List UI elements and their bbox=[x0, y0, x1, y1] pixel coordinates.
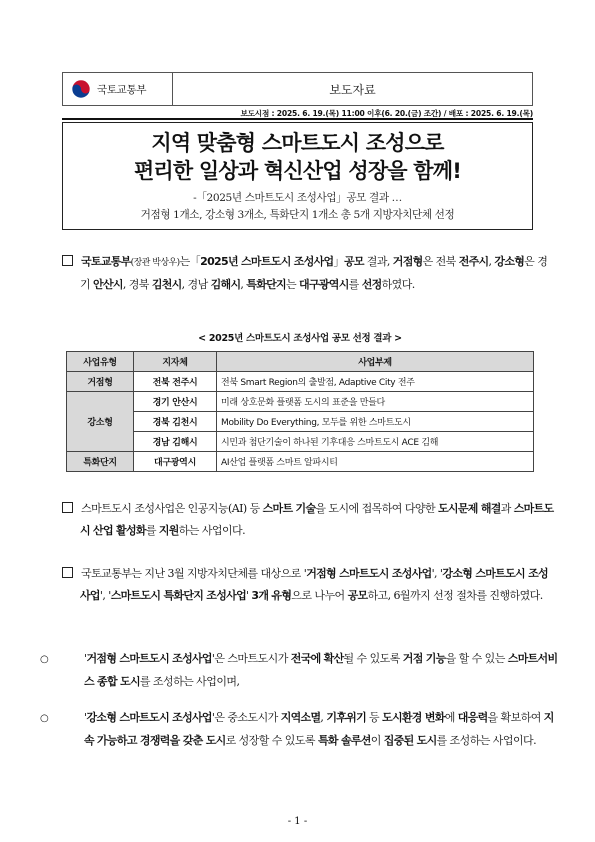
project-type-cell: 강소형 bbox=[67, 392, 134, 452]
table-caption: < 2025년 스마트도시 조성사업 공모 선정 결과 > bbox=[198, 333, 402, 344]
table-row bbox=[67, 452, 534, 472]
square-bullet-icon bbox=[62, 502, 73, 513]
table-header-row bbox=[67, 352, 534, 372]
project-title-cell: 전북 Smart Region의 출발점, Adaptive City 전주 bbox=[217, 372, 534, 392]
table-row bbox=[67, 392, 534, 412]
square-bullet-icon bbox=[62, 567, 73, 578]
paragraph-project-overview: 스마트도시 조성사업은 인공지능(AI) 등 스마트 기술을 도시에 접목하여 다양한 도시문제 해결과 스마트도시 산업 활성화를 지원하는 사업이다. bbox=[62, 498, 556, 542]
circle-bullet-icon: ○ bbox=[40, 654, 49, 665]
press-release-label: 보도자료 bbox=[329, 82, 376, 97]
paragraph-small-strong-type: ○ '강소형 스마트도시 조성사업'은 중소도시가 지역소멸, 기후위기 등 도시환경 변화에 대응력을 확보하여 지속 가능하고 경쟁력을 갖춘 도시로 성장할 수 있도록 특화 솔루션이 집중된 도시를 조성하는 사업이다. bbox=[62, 707, 560, 752]
subheadline-line-2: 거점형 1개소, 강소형 3개소, 특화단지 1개소 총 5개 지방자치단체 선정 bbox=[140, 209, 455, 221]
table-row bbox=[67, 372, 534, 392]
region-cell: 경기 안산시 bbox=[134, 392, 217, 412]
region-cell: 경남 김해시 bbox=[134, 432, 217, 452]
project-title-cell: Mobility Do Everything, 모두를 위한 스마트도시 bbox=[217, 412, 534, 432]
region-cell: 전북 전주시 bbox=[134, 372, 217, 392]
project-title-cell: AI산업 플랫폼 스마트 알파시티 bbox=[217, 452, 534, 472]
square-bullet-icon bbox=[62, 255, 73, 266]
region-cell: 대구광역시 bbox=[134, 452, 217, 472]
project-title-cell: 미래 상호문화 플랫폼 도시의 표준을 만들다 bbox=[217, 392, 534, 412]
table-header-cell: 지자체 bbox=[134, 352, 217, 372]
table-header-cell: 사업부제 bbox=[217, 352, 534, 372]
press-header bbox=[62, 72, 533, 106]
headline-box bbox=[62, 122, 533, 230]
paragraph-contest-process: 국토교통부는 지난 3월 지방자치단체를 대상으로 '거점형 스마트도시 조성사업', '강소형 스마트도시 조성사업', '스마트도시 특화단지 조성사업' 3개 유형으로 나누어 공모하고, 6월까지 선정 절차를 진행하였다. bbox=[62, 563, 556, 607]
ministry-name: 국토교통부 bbox=[97, 83, 147, 96]
project-type-cell: 특화단지 bbox=[67, 452, 134, 472]
embargo-notice: 보도시점 : 2025. 6. 19.(목) 11:00 이후(6. 20.(금) 조간) / 배포 : 2025. 6. 19.(목) bbox=[240, 109, 533, 118]
page-number: - 1 - bbox=[287, 816, 308, 827]
selection-result-table bbox=[66, 351, 534, 472]
divider bbox=[62, 118, 533, 120]
project-title-cell: 시민과 첨단기술이 하나된 기후대응 스마트도시 ACE 김해 bbox=[217, 432, 534, 452]
paragraph-selection-result: 국토교통부(장관 박상우)는「2025년 스마트도시 조성사업」공모 결과, 거점형은 전북 전주시, 강소형은 경기 안산시, 경북 김천시, 경남 김해시, 특화단지는 대구광역시를 선정하였다. bbox=[62, 251, 556, 296]
circle-bullet-icon: ○ bbox=[40, 713, 49, 724]
subheadline-line-1: -「2025년 스마트도시 조성사업」공모 결과 … bbox=[193, 192, 402, 204]
paragraph-hub-type: ○ '거점형 스마트도시 조성사업'은 스마트도시가 전국에 확산될 수 있도록 거점 기능을 할 수 있는 스마트서비스 종합 도시를 조성하는 사업이며, bbox=[62, 648, 560, 693]
region-cell: 경북 김천시 bbox=[134, 412, 217, 432]
table-row bbox=[67, 432, 534, 452]
table-header-cell: 사업유형 bbox=[67, 352, 134, 372]
ministry-logo-area bbox=[63, 73, 173, 105]
korea-emblem-icon bbox=[71, 79, 91, 99]
table-row bbox=[67, 412, 534, 432]
project-type-cell: 거점형 bbox=[67, 372, 134, 392]
headline-line-2: 편리한 일상과 혁신산업 성장을 함께! bbox=[133, 159, 462, 183]
headline-line-1: 지역 맞춤형 스마트도시 조성으로 bbox=[151, 131, 444, 155]
